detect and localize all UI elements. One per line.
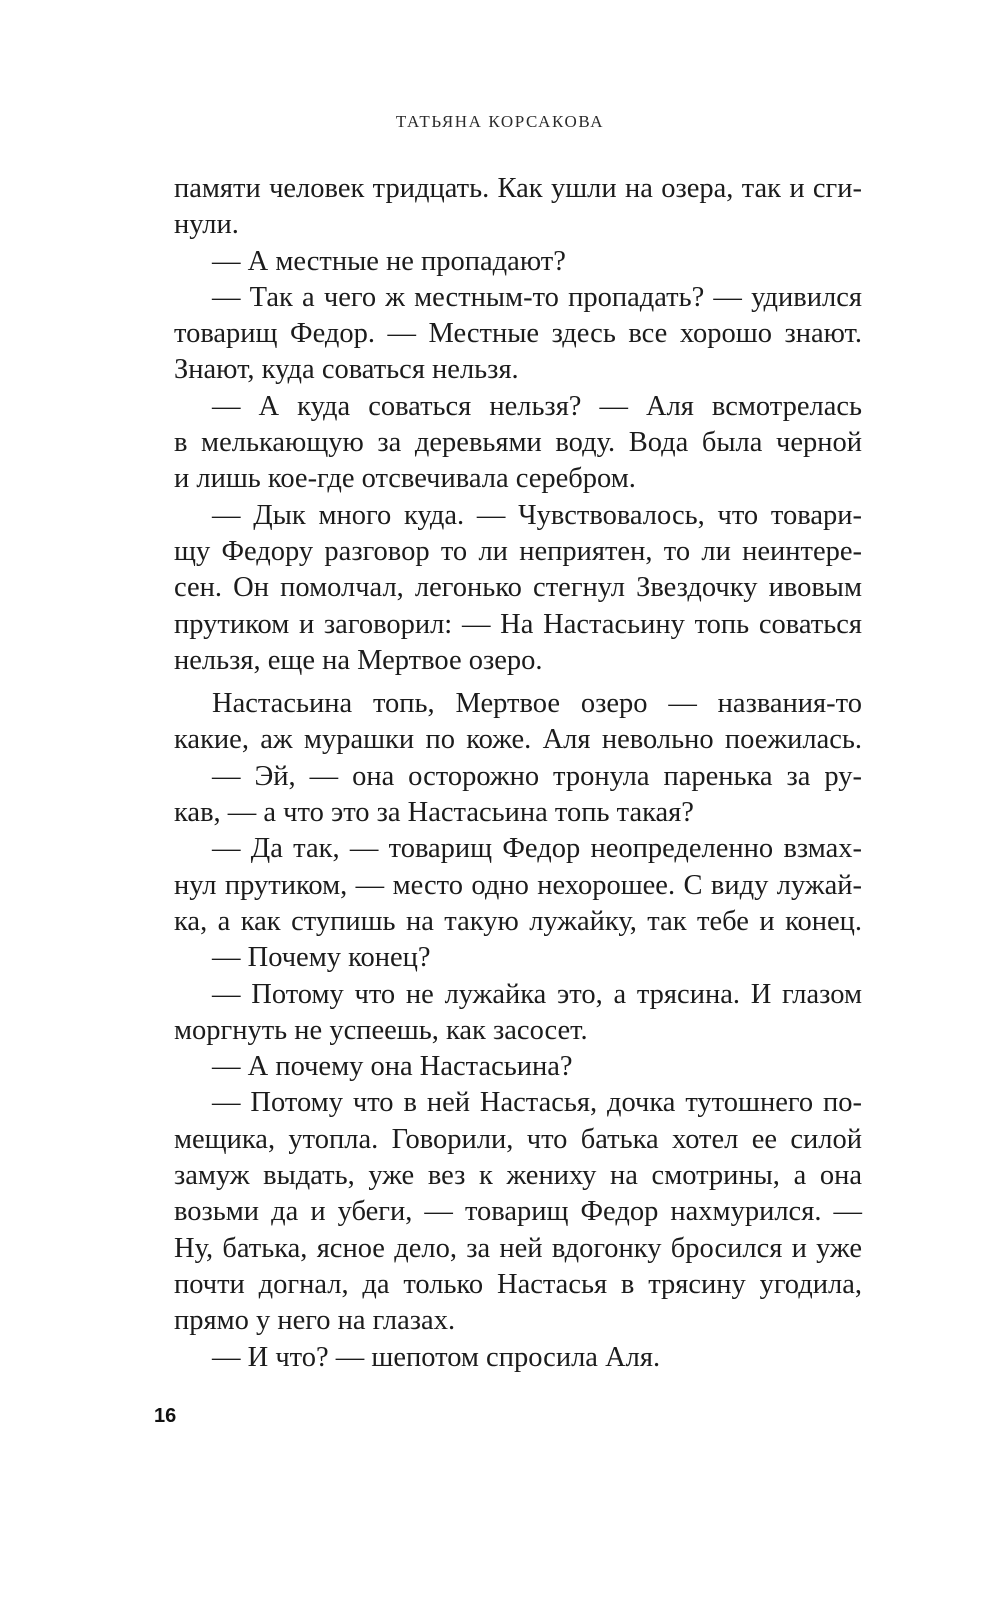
text-line: — Да так, — товарищ Федор неопределенно взмах- <box>212 833 862 865</box>
text-line: — А местные не пропадают? <box>212 245 566 277</box>
text-line: кав, — а что это за Настасьина топь такая? <box>174 797 694 829</box>
text-line: почти догнал, да только Настасья в трясину угодила, <box>174 1268 862 1300</box>
text-line: в мелькающую за деревьями воду. Вода была черной <box>174 427 862 459</box>
text-line: какие, аж мурашки по коже. Аля невольно поежилась. <box>174 724 862 756</box>
text-line: Настасьина топь, Мертвое озеро — названия-то <box>212 688 862 720</box>
text-line: и лишь кое-где отсвечивала серебром. <box>174 463 636 495</box>
text-line: — Эй, — она осторожно тронула паренька за ру- <box>212 760 862 792</box>
text-line: Знают, куда соваться нельзя. <box>174 354 519 386</box>
page-number: 16 <box>154 1405 177 1427</box>
text-line: — Дык много куда. — Чувствовалось, что товари- <box>212 499 862 531</box>
text-line: — А почему она Настасьина? <box>212 1051 573 1083</box>
text-line: замуж выдать, уже вез к жениху на смотрины, а она <box>174 1160 862 1192</box>
body-text <box>0 171 1000 1376</box>
text-line: прямо у него на глазах. <box>174 1305 456 1337</box>
text-line: — А куда соваться нельзя? — Аля всмотрелась <box>212 390 862 422</box>
text-line: товарищ Федор. — Местные здесь все хорошо знают. <box>174 318 862 350</box>
text-line: нельзя, еще на Мертвое озеро. <box>174 644 543 676</box>
text-line: — Почему конец? <box>212 942 431 974</box>
text-line: — Так а чего ж местным-то пропадать? — удивился <box>212 281 862 313</box>
text-line: нул прутиком, — место одно нехорошее. С виду лужай- <box>174 869 862 901</box>
text-line: моргнуть не успеешь, как засосет. <box>174 1014 588 1046</box>
text-line: ка, а как ступишь на такую лужайку, так тебе и конец. <box>174 905 862 937</box>
text-line: — И что? — шепотом спросила Аля. <box>212 1341 661 1373</box>
text-line: мещика, утопла. Говорили, что батька хотел ее силой <box>174 1123 862 1155</box>
text-line: памяти человек тридцать. Как ушли на озера, так и сги- <box>174 173 862 204</box>
running-head: ТАТЬЯНА КОРСАКОВА <box>395 112 605 131</box>
text-line: прутиком и заговорил: — На Настасьину топь соваться <box>174 608 862 640</box>
text-line: сен. Он помолчал, легонько стегнул Звездочку ивовым <box>174 572 862 604</box>
text-line: нули. <box>174 209 239 241</box>
text-line: — Потому что в ней Настасья, дочка тутошнего по- <box>212 1087 862 1119</box>
text-line: Ну, батька, ясное дело, за ней вдогонку бросился и уже <box>174 1232 862 1264</box>
text-line: щу Федору разговор то ли неприятен, то ли неинтере- <box>174 535 862 567</box>
text-line: — Потому что не лужайка это, а трясина. И глазом <box>212 978 862 1010</box>
text-line: возьми да и убеги, — товарищ Федор нахмурился. — <box>174 1196 862 1228</box>
